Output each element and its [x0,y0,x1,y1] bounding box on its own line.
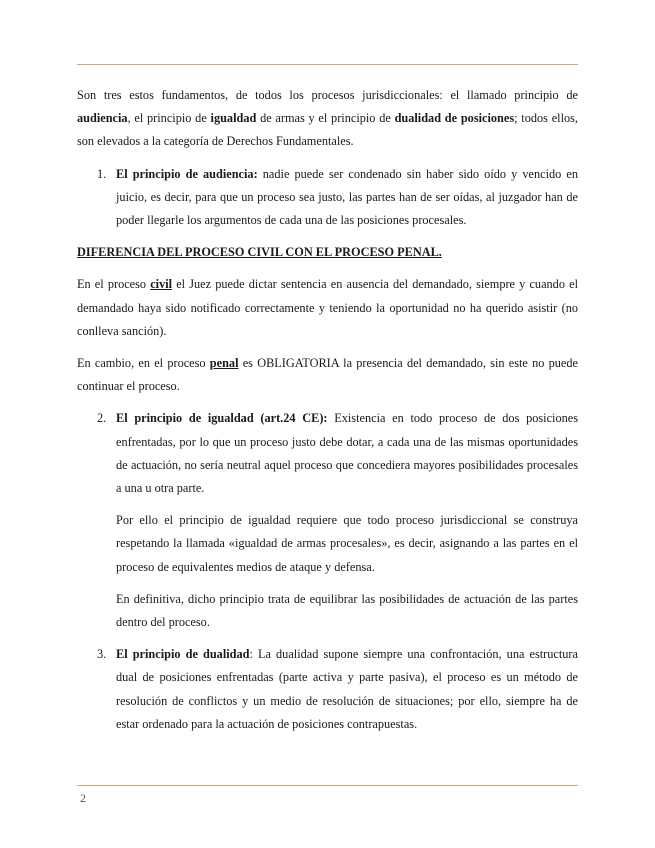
list-item-igualdad [77,407,578,500]
bold-dualidad: dualidad de posiciones [394,111,515,126]
item-text: : La dualidad supone siempre una confrontación, una estructura dual de posiciones enfrentadas (parte activa y parte pasiva), el proceso es un método de resolución de conflictos y un medio de resolución de situaciones; por ello, siempre ha de estar ordenado para la actuación de posiciones contrapuestas. [116,647,578,731]
list-number: 2. [97,411,107,426]
item-text: nadie puede ser condenado sin haber sido oído y vencido en juicio, es decir, para que un proceso sea justo, las partes han de ser oídas, al juzgador han de poder llegarle los argumentos de cada una de las posiciones procesales. [116,166,578,228]
list-item-audiencia [77,163,578,233]
list-number: 3. [97,647,107,662]
civil-paragraph: En el proceso civil el Juez puede dictar sentencia en ausencia del demandado, siempre y cuando el demandado haya sido notificado correctamente y teniendo la oportunidad no ha querido asistir (no conlleva sanción). [77,277,578,338]
underline-civil: civil [150,277,173,292]
list-item-dualidad [77,643,578,736]
item-title: El principio de igualdad (art.24 CE): [116,411,328,426]
penal-paragraph: En cambio, en el proceso penal es OBLIGATORIA la presencia del demandado, sin este no puede continuar el proceso. [77,356,578,394]
intro-paragraph: Son tres estos fundamentos, de todos los procesos jurisdiccionales: el llamado principio de audiencia, el principio de igualdad de armas y el principio de dualidad de posiciones; todos ellos, son elevados a la categoría de Derechos Fundamentales. [77,88,578,149]
item-text: Existencia en todo proceso de dos posiciones enfrentadas, por lo que un proceso justo debe dotar, a cada una de las mismas oportunidades de actuación, no sería neutral aquel proceso que concediera mayores posibilidades procesales a una u otra parte. [116,411,578,496]
header-rule [77,64,578,65]
underline-penal: penal [209,356,239,371]
bold-audiencia: audiencia [77,111,128,126]
igualdad-paragraph-2: Por ello el principio de igualdad requiere que todo proceso jurisdiccional se construya respetando la llamada «igualdad de armas procesales», es decir, asignando a las partes en el proceso de equivalentes medios de ataque y defensa. [116,513,578,574]
item-title: El principio de dualidad [116,647,250,662]
page-content [77,84,578,745]
footer-rule [77,785,578,786]
list-number: 1. [97,166,107,181]
item-title: El principio de audiencia: [116,166,258,181]
page-number: 2 [80,791,86,805]
bold-igualdad: igualdad [210,111,257,126]
igualdad-paragraph-3: En definitiva, dicho principio trata de equilibrar las posibilidades de actuación de las partes dentro del proceso. [116,591,578,630]
section-heading: DIFERENCIA DEL PROCESO CIVIL CON EL PROCESO PENAL. [77,245,442,260]
